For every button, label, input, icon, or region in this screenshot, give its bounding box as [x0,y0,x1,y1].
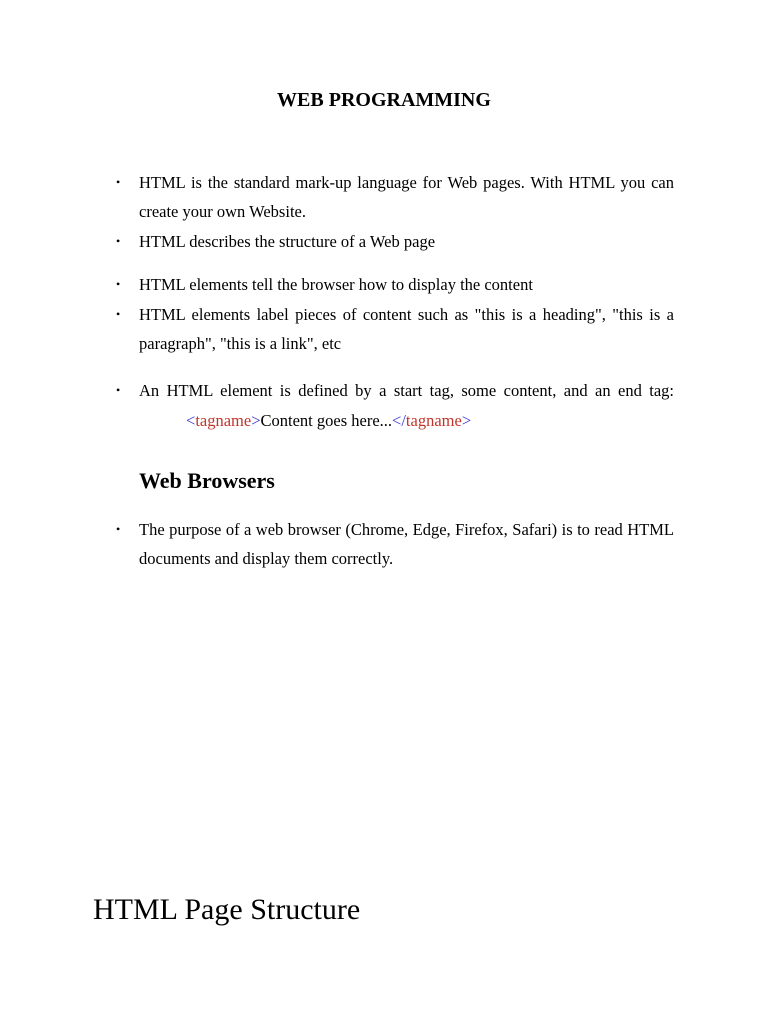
code-open-bracket: < [186,411,196,430]
code-close-bracket: </ [392,411,406,430]
list-item [116,168,674,226]
list-item-text: HTML elements label pieces of content such as "this is a heading", "this is a paragraph", "this is a link", etc [139,305,674,353]
code-open-bracket-close: > [251,411,261,430]
code-close-bracket-close: > [461,411,472,430]
code-content: Content goes here... [260,411,393,430]
list-item-text: HTML elements tell the browser how to display the content [139,275,533,294]
list-item [116,376,674,405]
next-section-heading: HTML Page Structure [93,893,361,926]
list-item-text: The purpose of a web browser (Chrome, Edge, Firefox, Safari) is to read HTML documents and display them correctly. [139,520,674,568]
list-item [116,270,674,299]
list-item-text: HTML describes the structure of a Web page [139,232,436,251]
list-item [116,515,674,573]
bullet-icon: • [116,383,121,397]
list-item-text: An HTML element is defined by a start tag, some content, and an end tag: [139,381,674,400]
page-title: WEB PROGRAMMING [277,89,491,111]
section-heading: Web Browsers [139,468,275,493]
bullet-icon: • [116,234,121,248]
list-item [116,227,674,256]
bullet-icon: • [116,307,121,321]
code-open-tag: tagname [195,411,252,430]
code-example [186,406,471,435]
bullet-icon: • [116,277,121,291]
bullet-icon: • [116,175,121,189]
list-item-text: HTML is the standard mark-up language for Web pages. With HTML you can create your own Website. [139,173,674,221]
code-close-tag: tagname [405,411,462,430]
bullet-icon: • [116,522,121,536]
list-item [116,300,674,358]
